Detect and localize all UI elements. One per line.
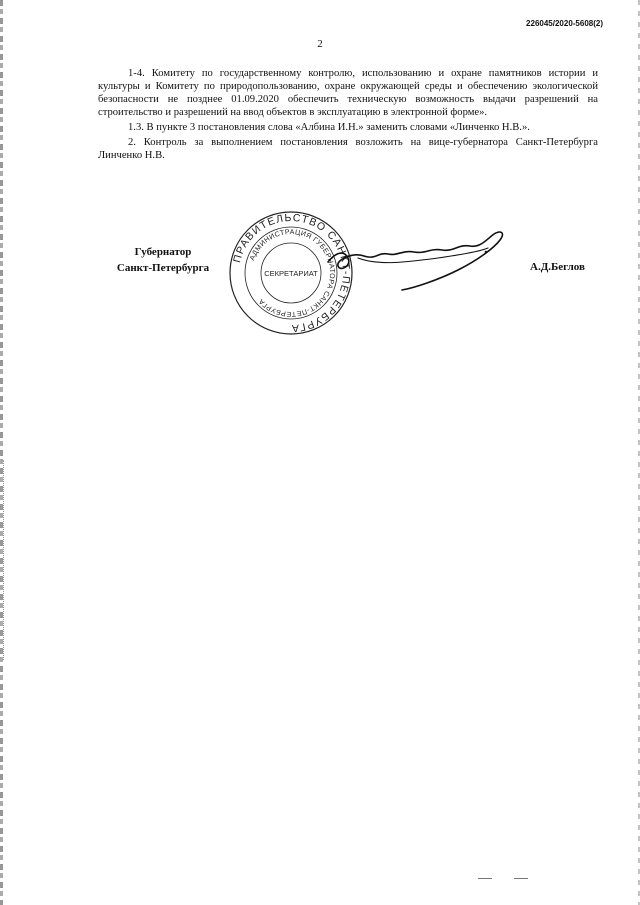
page-number: 2 (317, 38, 323, 50)
signatory-name: А.Д.Беглов (530, 261, 585, 273)
document-id: 226045/2020-5608(2) (526, 19, 603, 28)
seal-center-text: СЕКРЕТАРИАТ (264, 269, 318, 278)
paragraph-2: 2. Контроль за выполнением постановления возложить на вице-губернатора Санкт-Петербурга Линченко Н.В. (98, 137, 598, 161)
paragraph-1-3: 1.3. В пункте 3 постановления слова «Албина И.Н.» заменить словами «Линченко Н.В.». (128, 122, 530, 133)
scan-margin-marks (3, 460, 8, 660)
document-body (98, 67, 598, 164)
paragraph-1-4: 1-4. Комитету по государственному контролю, использованию и охране памятников истории и культуры и Комитету по природопользованию, охране окружающей среды и обеспечению экологической безопасности не позднее 01.09.2020 обеспечить техническую возможность выдачи разрешений на строительство и разрешений на ввод объектов в эксплуатацию в электронной форме». (98, 68, 598, 118)
signatory-title (98, 244, 228, 276)
signatory-title-line2: Санкт-Петербурга (116, 262, 210, 274)
handwritten-signature (318, 222, 528, 297)
scan-edge-left (0, 0, 3, 905)
seal-inner-text: АДМИНИСТРАЦИЯ ГУБЕРНАТОРА САНКТ-ПЕТЕРБУРГА (249, 228, 336, 318)
seal-outer-text: ПРАВИТЕЛЬСТВО САНКТ-ПЕТЕРБУРГА (231, 211, 353, 335)
signatory-title-line1: Губернатор (134, 246, 192, 258)
scan-bottom-marks (478, 878, 538, 880)
